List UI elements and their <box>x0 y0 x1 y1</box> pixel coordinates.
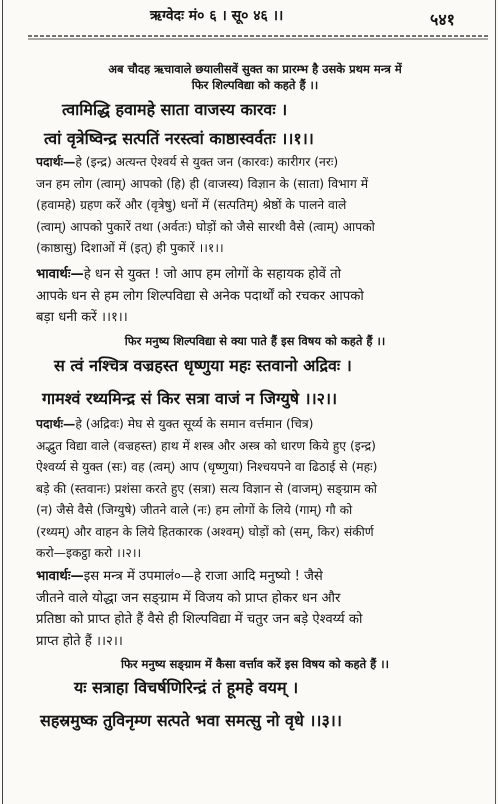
padarth-line: (रथ्यम्) और वाहन के लिये हितकारक (अश्वम्) घोड़ों को (सम्, किर) संकीर्ण <box>36 524 374 539</box>
padarth-line: (हवामहे) ग्रहण करें और (वृत्रेषु) धनों में (सत्पतिम्) श्रेष्ठों के पालने वाले <box>36 198 347 212</box>
header-divider <box>28 30 488 42</box>
mantra-3-line-1: यः सत्राहा विचर्षणिरिन्द्रं तं हूमहे वयम् । <box>74 678 299 697</box>
bhavarth-line: प्रतिष्ठा को प्राप्त होते हैं वैसे ही शिल्पविद्या में चतुर जन बड़े ऐश्वर्य्य को <box>36 612 363 627</box>
mantra-1-line-1: त्वामिद्धि हवामहे साता वाजस्य कारवः । <box>62 100 288 119</box>
padarth-line: (काष्ठासु) दिशाओं में (इत्) ही पुकारें ।।१।। <box>36 241 224 255</box>
padarth-line: (त्वाम्) आपको पुकारें तथा (अर्वतः) घोड़ों को जैसे सारथी वैसे (त्वाम्) आपको <box>36 219 375 234</box>
mantra-1-line-2: त्वां वृत्रेष्विन्द्र सत्पतिं नरस्त्वां काष्ठास्वर्वतः ।।१।। <box>44 129 314 148</box>
padarth-line: करो—इकट्ठा करो ।।२।। <box>36 546 142 560</box>
page-left-edge <box>2 0 3 804</box>
bhavarth-line: इस मन्त्र में उपमालं०—हे राजा आदि मनुष्यो ! जैसे <box>83 569 323 584</box>
bhavarth-line: हे धन से युक्त ! जो आप हम लोगों के सहायक होवें तो <box>83 267 342 282</box>
mantra-3-line-2: सहस्रमुष्क तुविनृम्ण सत्पते भवा समत्सु नो वृधे ।।३।। <box>40 711 342 730</box>
bhavarth-label: भावार्थः— <box>36 267 84 282</box>
bhavarth-line: बड़ा धनी करें ।।१।। <box>36 310 128 325</box>
section-1-intro-line-1: अब चौदह ऋचावाले छयालीसवें सुक्त का प्रारम्भ है उसके प्रथम मन्त्र में <box>108 62 402 76</box>
mantra-2-line-1: स त्वं नश्चित्र वज्रहस्त धृष्णुया महः स्तवानो अद्रिवः । <box>54 356 352 375</box>
padarth-2 <box>36 414 488 565</box>
section-2-intro: फिर मनुष्य शिल्पविद्या से क्या पाते हैं इस विषय को कहते हैं ।। <box>124 334 386 348</box>
section-1-intro-line-2: फिर शिल्पविद्या को कहते हैं ।। <box>191 78 319 92</box>
mantra-2-line-2: गामश्वं रथ्यमिन्द्र सं किर सत्रा वाजं न जिग्युषे ।।२।। <box>42 389 338 408</box>
padarth-line: बड़े की (स्तवानः) प्रशंसा करते हुए (सत्रा) सत्य विज्ञान से (वाजम्) सङ्ग्राम को <box>36 481 377 496</box>
page-number: ५४१ <box>430 10 455 29</box>
padarth-1 <box>36 152 488 260</box>
padarth-line: जन हम लोग (त्वाम्) आपको (हि) ही (वाजस्य) विज्ञान के (साता) विभाग में <box>36 176 369 191</box>
bhavarth-1 <box>36 264 488 329</box>
padarth-line: हे (अद्रिवः) मेघ से युक्त सूर्य्य के समान वर्त्तमान (चित्र) <box>75 417 314 431</box>
padarth-line: अद्भुत विद्या वाले (वज्रहस्त) हाथ में शस्त्र और अस्त्र को धारण किये हुए (इन्द्र) <box>36 438 376 453</box>
section-3-intro: फिर मनुष्य सङ्ग्राम में कैसा वर्त्ताव करें इस विषय को कहते हैं ।। <box>121 657 389 671</box>
page-right-edge <box>495 0 496 804</box>
padarth-label: पदार्थः— <box>36 155 76 169</box>
bhavarth-line: आपके धन से हम लोग शिल्पविद्या से अनेक पदार्थों को रचकर आपको <box>36 288 364 304</box>
running-header: ऋग्वेदः मं० ६ । सू० ४६ ।। <box>150 8 284 24</box>
padarth-line: ऐश्वर्य्य से युक्त (सः) वह (त्वम्) आप (धृष्णुया) निश्चयपने वा ढिठाई से (महः) <box>36 460 378 474</box>
bhavarth-line: जीतने वाले योद्धा जन सङ्ग्राम में विजय को प्राप्त होकर धन और <box>36 590 341 606</box>
bhavarth-label: भावार्थः— <box>36 569 84 584</box>
bhavarth-line: प्राप्त होते हैं ।।२।। <box>36 633 123 649</box>
padarth-line: हे (इन्द्र) अत्यन्त ऐश्वर्य से युक्त जन (कारवः) कारीगर (नरः) <box>75 155 339 169</box>
padarth-label: पदार्थः— <box>36 417 76 431</box>
padarth-line: (न) जैसे वैसे (जिग्युषे) जीतने वाले (नः) हम लोगों के लिये (गाम्) गौ को <box>36 503 353 517</box>
bhavarth-2 <box>36 566 488 652</box>
